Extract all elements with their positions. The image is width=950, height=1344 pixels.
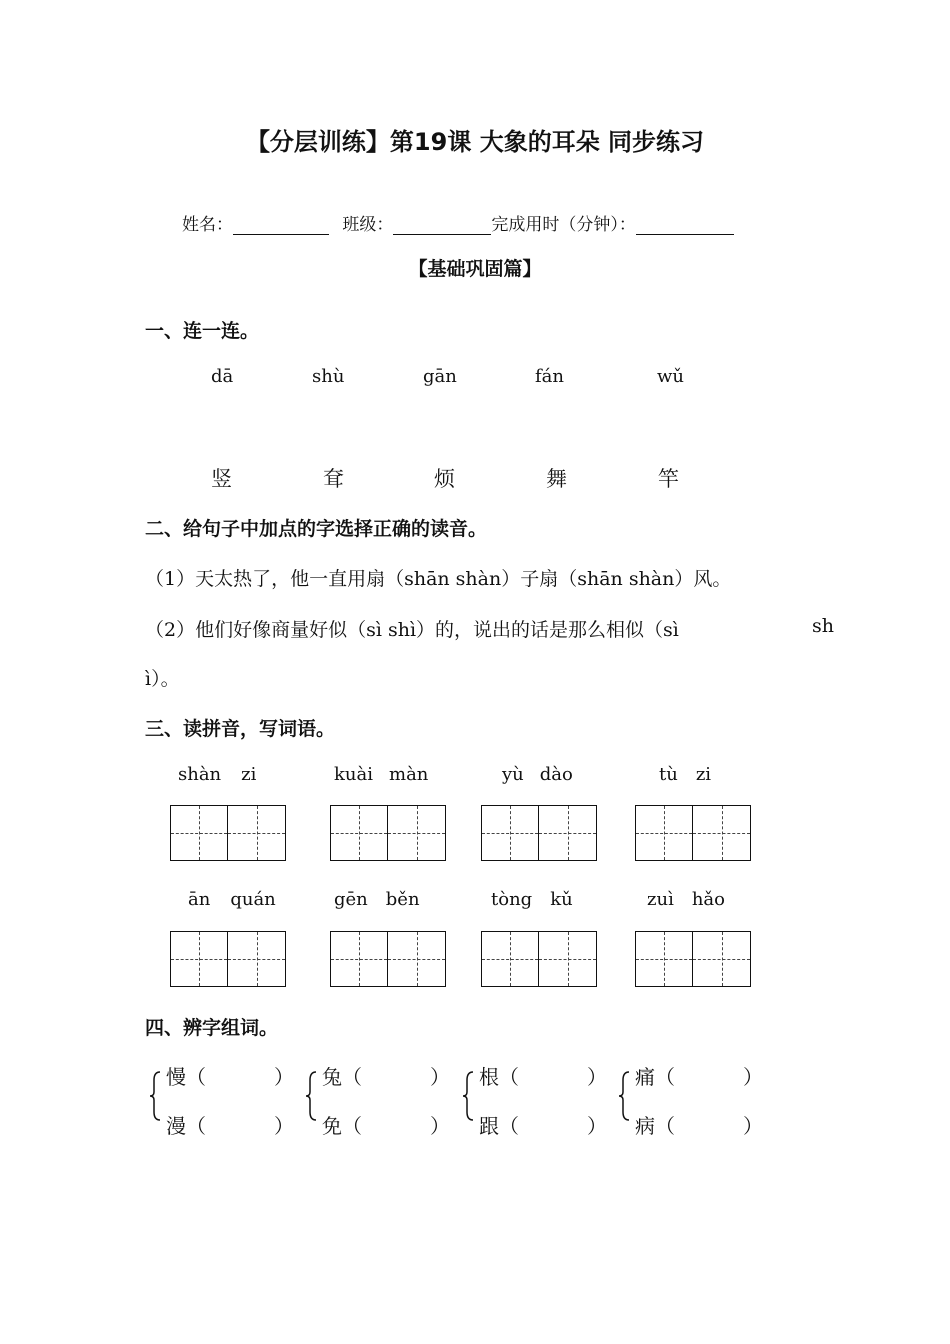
name-blank[interactable] (233, 216, 329, 235)
char-item: 耷 (323, 467, 344, 491)
char-item: 竿 (658, 467, 679, 491)
name-label: 姓名： (182, 215, 233, 235)
writing-grid[interactable] (330, 931, 446, 987)
question-2-wrap: sh (812, 615, 834, 637)
question-2: （2）他们好像商量好似（sì shì）的，说出的话是那么相似（sì (145, 619, 679, 641)
time-blank[interactable] (636, 216, 734, 235)
section2-heading: 二、给句子中加点的字选择正确的读音。 (145, 518, 488, 540)
word-pinyin: shàn zi (178, 764, 257, 785)
char-item: 舞 (546, 467, 567, 491)
writing-grid[interactable] (635, 805, 751, 861)
word-pinyin: kuài màn (334, 764, 429, 785)
char-item: 竖 (211, 467, 232, 491)
word-group-item: 慢（ ） (166, 1065, 294, 1089)
word-pinyin: ān quán (188, 889, 276, 910)
brace-icon (148, 1070, 162, 1122)
brace-icon (617, 1070, 631, 1122)
class-label: 班级： (342, 215, 394, 235)
section3-heading: 三、读拼音，写词语。 (145, 718, 336, 740)
brace-icon (461, 1070, 475, 1122)
word-pinyin: zuì hǎo (647, 889, 726, 910)
question-1: （1）天太热了，他一直用扇（shān shàn）子扇（shān shàn）风。 (145, 568, 732, 590)
time-label: 完成用时（分钟）： (491, 215, 636, 235)
writing-grid[interactable] (170, 805, 286, 861)
writing-grid[interactable] (170, 931, 286, 987)
word-pinyin: tù zi (659, 764, 712, 785)
word-group-item: 兔（ ） (322, 1065, 450, 1089)
word-group-item: 漫（ ） (166, 1114, 294, 1138)
word-group-item: 痛（ ） (635, 1065, 763, 1089)
page-title: 【分层训练】第19课 大象的耳朵 同步练习 (245, 128, 705, 156)
pinyin-item: fán (535, 366, 564, 387)
writing-grid[interactable] (481, 931, 597, 987)
pinyin-item: gān (423, 366, 457, 387)
word-pinyin: gēn běn (334, 889, 420, 910)
writing-grid[interactable] (330, 805, 446, 861)
pinyin-item: wǔ (657, 366, 684, 387)
brace-icon (304, 1070, 318, 1122)
student-info-row (182, 210, 734, 235)
writing-grid[interactable] (481, 805, 597, 861)
question-2-end: ì）。 (145, 668, 180, 690)
pinyin-item: dā (211, 366, 234, 387)
pinyin-item: shù (312, 366, 345, 387)
class-blank[interactable] (393, 216, 491, 235)
word-group-item: 跟（ ） (479, 1114, 607, 1138)
word-group-item: 病（ ） (635, 1114, 763, 1138)
section4-heading: 四、辨字组词。 (145, 1017, 279, 1039)
word-pinyin: yù dào (502, 764, 573, 785)
word-group-item: 免（ ） (322, 1114, 450, 1138)
subheading: 【基础巩固篇】 (408, 258, 542, 280)
word-pinyin: tòng kǔ (491, 889, 573, 910)
section1-heading: 一、连一连。 (145, 320, 260, 342)
word-group-item: 根（ ） (479, 1065, 607, 1089)
char-item: 烦 (434, 467, 455, 491)
writing-grid[interactable] (635, 931, 751, 987)
